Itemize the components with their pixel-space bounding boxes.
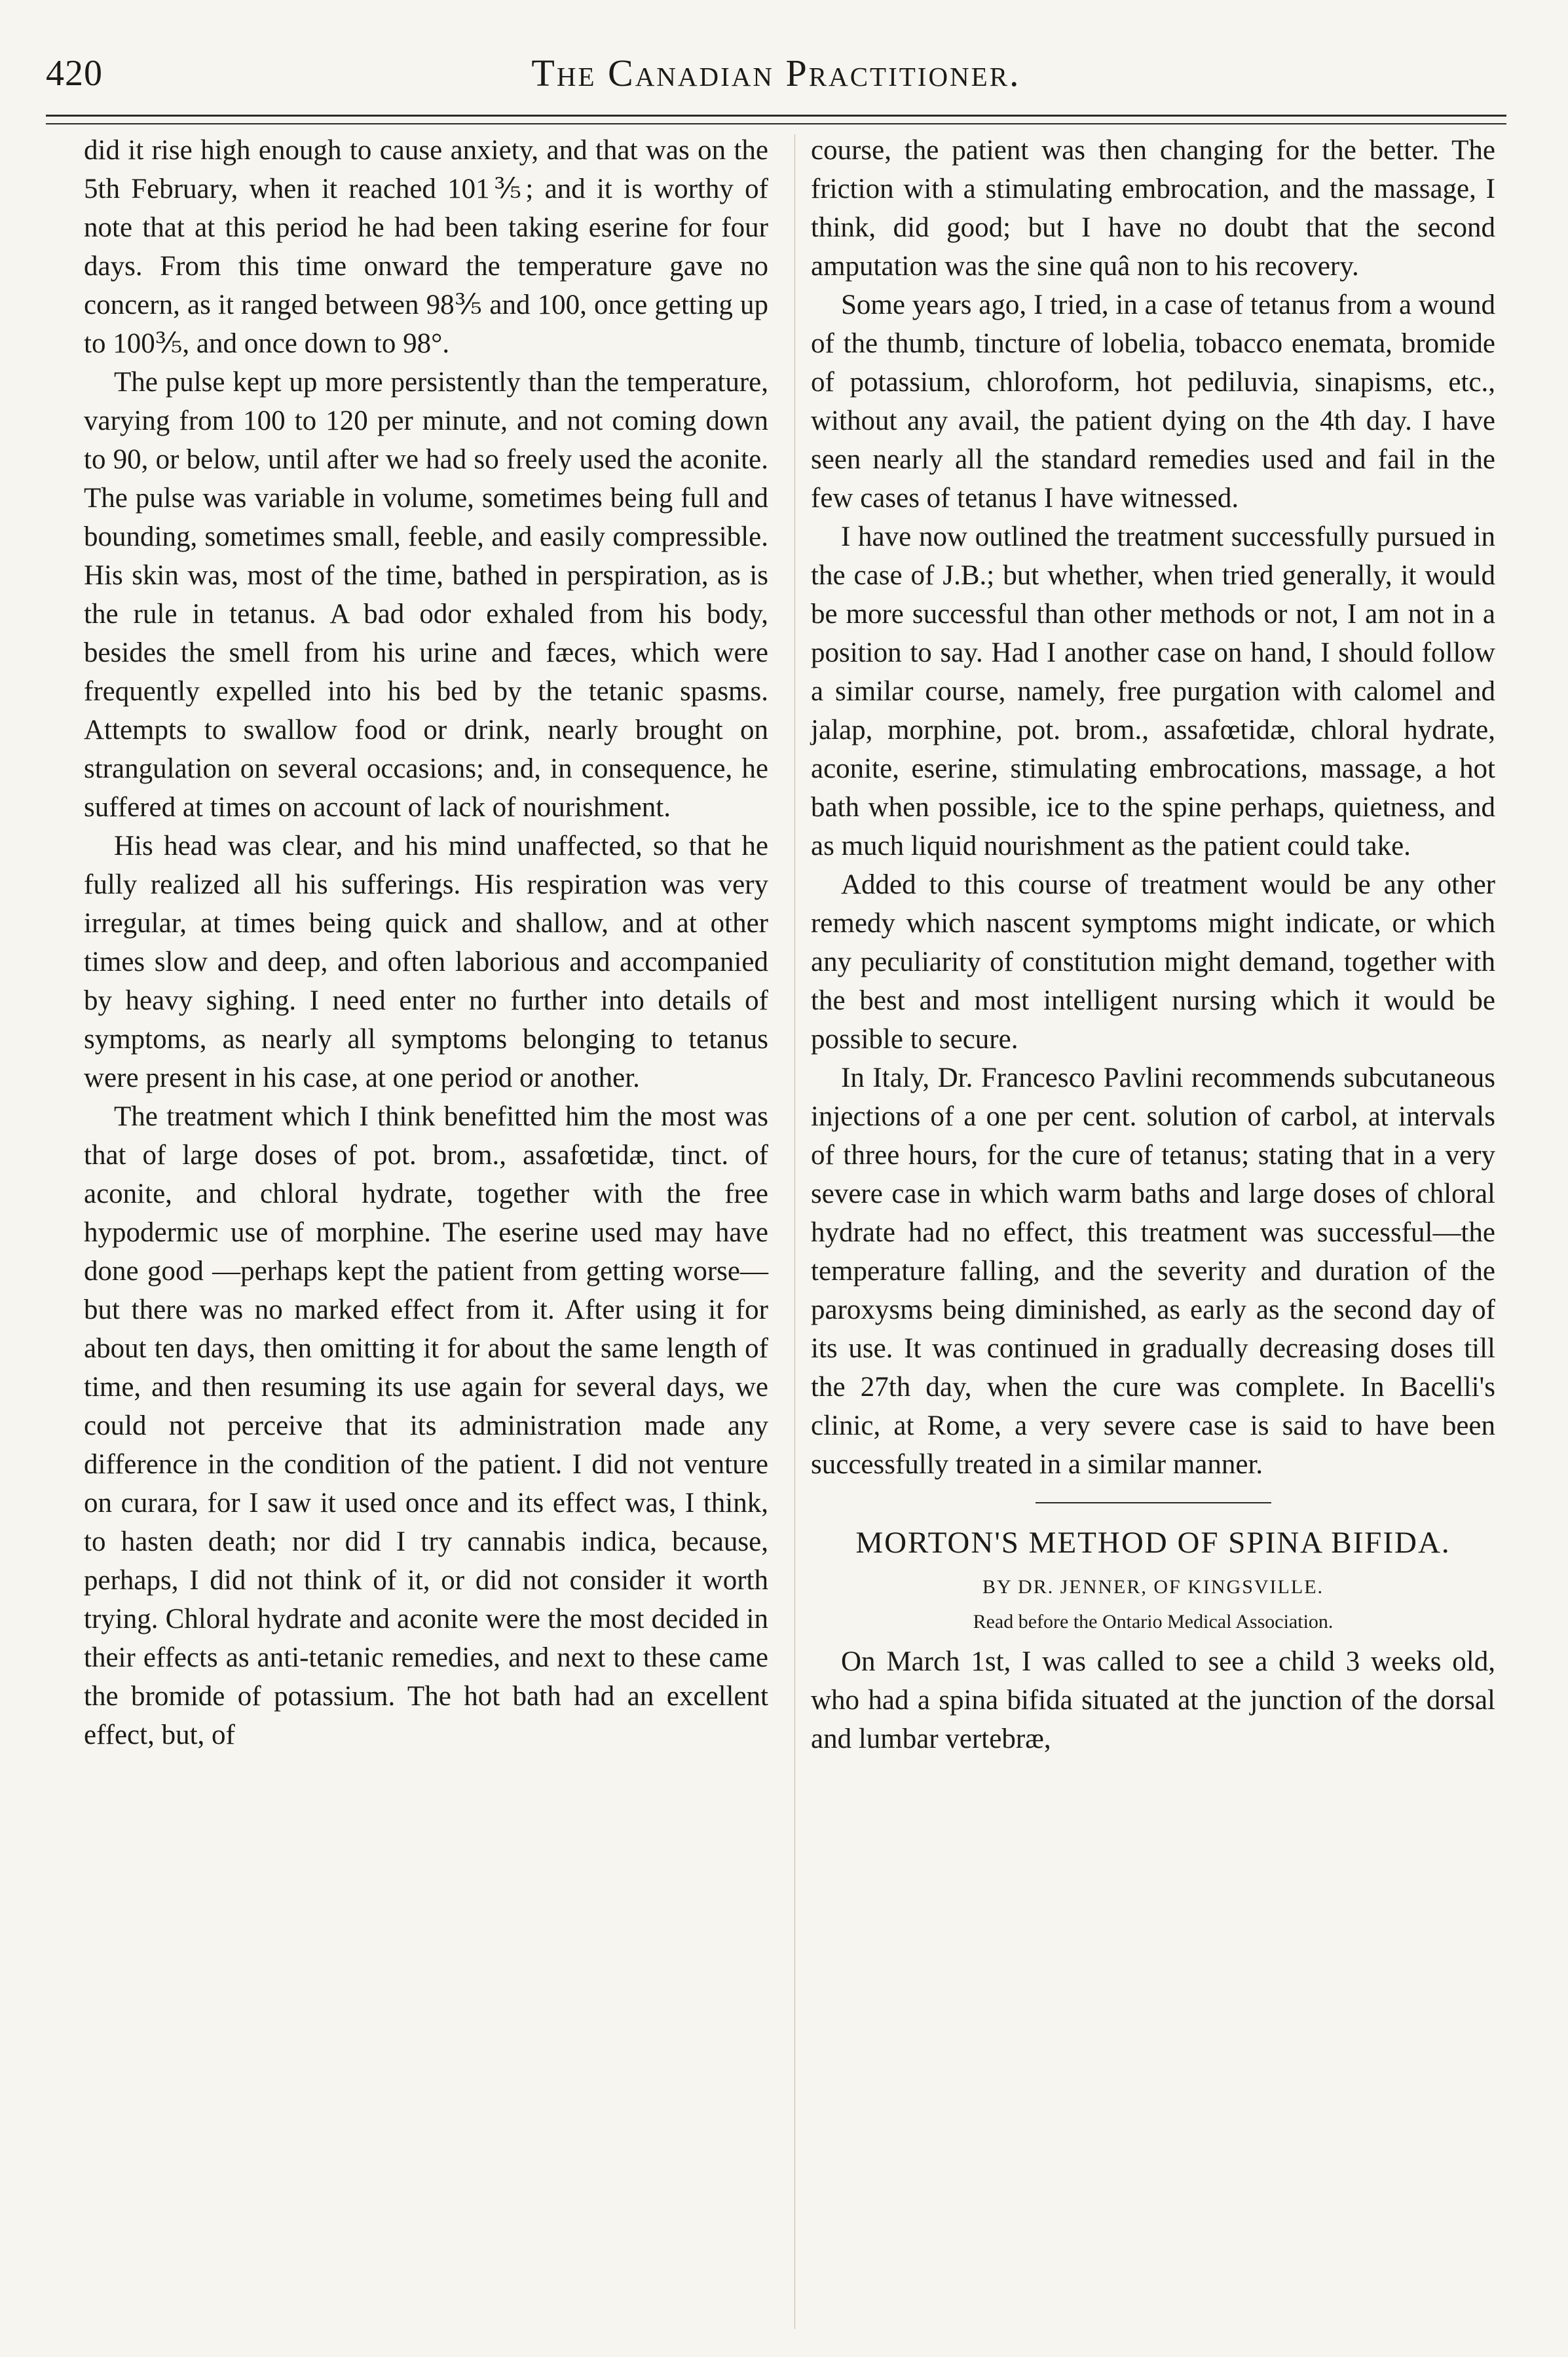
paragraph: On March 1st, I was called to see a child 3 weeks old, who had a spina bifida situated at the junction of the dorsal and lumbar vertebræ, [811,1646,1495,1754]
page-number: 420 [46,53,103,94]
byline: BY DR. JENNER, OF KINGSVILLE. [982,1576,1324,1598]
paragraph: Added to this course of treatment would be any other remedy which nascent symptoms might indicate, or which any peculiarity of constitution might demand, together with the best and most intelligent nursing which it would be possible to secure. [811,869,1495,1055]
left-column [84,131,768,1754]
section-note: Read before the Ontario Medical Association. [973,1611,1334,1632]
column-divider [794,134,795,2329]
journal-title: The Canadian Practitioner. [531,52,1021,94]
paragraph: The treatment which I think benefitted him the most was that of large doses of pot. brom., assafœtidæ, tinct. of aconite, and chloral hydrate, together with the free hypodermic use of morphine. The eserine used may have done good —perhaps kept the patient from getting worse— but there was no marked effect from it. After using it for about ten days, then omitting it for about the same length of time, and then resuming its use again for several days, we could not perceive that its administration made any difference in the condition of the patient. I did not venture on curara, for I saw it used once and its effect was, I think, to hasten death; nor did I try cannabis indica, because, perhaps, I did not think of it, or did not consider it worth trying. Chloral hydrate and aconite were the most decided in their effects as anti-tetanic remedies, and next to these came the bromide of potassium. The hot bath had an excellent effect, but, of [84,1101,768,1750]
paragraph: His head was clear, and his mind unaffected, so that he fully realized all his sufferings. His respiration was very irregular, at times being quick and shallow, and at other times slow and deep, and often laborious and accompanied by heavy sighing. I need enter no further into details of symptoms, as nearly all symptoms belonging to tetanus were present in his case, at one period or another. [84,831,768,1093]
paragraph: The pulse kept up more persistently than the temperature, varying from 100 to 120 per minute, and not coming down to 90, or below, until after we had so freely used the aconite. The pulse was variable in volume, sometimes being full and bounding, sometimes small, feeble, and easily compressible. His skin was, most of the time, bathed in perspiration, as is the rule in tetanus. A bad odor exhaled from his body, besides the smell from his urine and fæces, which were frequently expelled into his bed by the tetanic spasms. Attempts to swallow food or drink, nearly brought on strangulation on several occasions; and, in consequence, he suffered at times on account of lack of nourishment. [84,367,768,823]
paragraph: course, the patient was then changing for the better. The friction with a stimulating embrocation, and the massage, I think, did good; but I have no doubt that the second amputation was the sine quâ non to his recovery. [811,135,1495,282]
section-rule [1036,1502,1271,1503]
header-rule [46,115,1506,124]
paragraph: did it rise high enough to cause anxiety, and that was on the 5th February, when it reached 101⅗; and it is worthy of note that at this period he had been taking eserine for four days. From this time onward the temperature gave no concern, as it ranged between 98⅗ and 100, once getting up to 100⅗, and once down to 98°. [84,135,768,359]
right-column [811,131,1495,1758]
paragraph: Some years ago, I tried, in a case of tetanus from a wound of the thumb, tincture of lobelia, tobacco enemata, bromide of potassium, chloroform, hot pediluvia, sinapisms, etc., without any avail, the patient dying on the 4th day. I have seen nearly all the standard remedies used and fail in the few cases of tetanus I have witnessed. [811,290,1495,514]
paragraph: I have now outlined the treatment successfully pursued in the case of J.B.; but whether, when tried generally, it would be more successful than other methods or not, I am not in a position to say. Had I another case on hand, I should follow a similar course, namely, free purgation with calomel and jalap, morphine, pot. brom., assafœtidæ, chloral hydrate, aconite, eserine, stimulating embrocations, massage, a hot bath when possible, ice to the spine perhaps, quietness, and as much liquid nourishment as the patient could take. [811,521,1495,861]
page-header [46,46,1506,108]
paragraph: In Italy, Dr. Francesco Pavlini recommends subcutaneous injections of a one per cent. solution of carbol, at intervals of three hours, for the cure of tetanus; stating that in a very severe case in which warm baths and large doses of chloral hydrate had no effect, this treatment was successful—the temperature falling, and the severity and duration of the paroxysms being diminished, as early as the second day of its use. It was continued in gradually decreasing doses till the 27th day, when the cure was complete. In Bacelli's clinic, at Rome, a very severe case is said to have been successfully treated in a similar manner. [811,1063,1495,1480]
section-title: MORTON'S METHOD OF SPINA BIFIDA. [855,1526,1451,1560]
